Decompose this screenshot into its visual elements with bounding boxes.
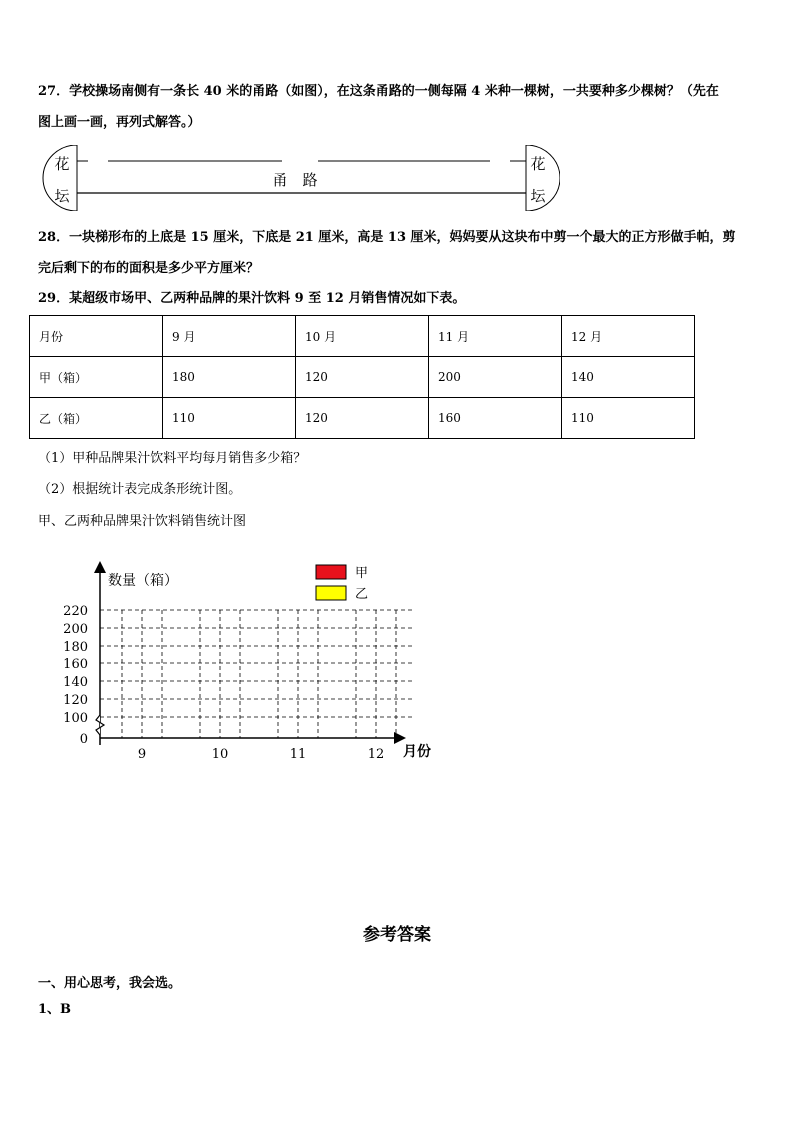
table-cell: 月份 xyxy=(30,316,163,357)
q27-text-line2: 图上画一画，再列式解答。） xyxy=(38,115,201,130)
table-cell: 10 月 xyxy=(296,316,429,357)
legend-label-yi: 乙 xyxy=(355,587,369,602)
y-axis-label: 数量（箱） xyxy=(108,573,178,589)
y-tick-label: 120 xyxy=(63,693,88,708)
table-cell: 140 xyxy=(562,357,695,398)
q29-intro: 29．某超级市场甲、乙两种品牌的果汁饮料 9 至 12 月销售情况如下表。 xyxy=(38,291,466,306)
y-tick-label: 160 xyxy=(63,657,88,672)
answer-1: 1、B xyxy=(38,1002,72,1017)
legend-label-jia: 甲 xyxy=(355,566,369,581)
q27-text-line1: 27．学校操场南侧有一条长 40 米的甬路（如图），在这条甬路的一侧每隔 4 米种一棵树，一共要种多少棵树？（先在 xyxy=(38,84,719,99)
sales-table xyxy=(29,315,695,439)
y-tick-label: 100 xyxy=(63,711,88,726)
x-tick-labels xyxy=(138,747,384,762)
left-bed-char-1: 花 xyxy=(54,155,70,173)
answers-section1: 一、用心思考，我会选。 xyxy=(38,976,182,991)
x-tick-label: 9 xyxy=(137,747,147,762)
road-label: 甬 路 xyxy=(272,171,318,189)
right-bed-char-1: 花 xyxy=(530,155,546,173)
table-cell: 12 月 xyxy=(562,316,695,357)
chart-caption: 甲、乙两种品牌果汁饮料销售统计图 xyxy=(38,514,247,529)
q28-text-line2: 完后剩下的布的面积是多少平方厘米？ xyxy=(38,261,260,276)
table-header-row xyxy=(30,316,695,357)
table-cell: 11 月 xyxy=(429,316,562,357)
x-tick-label: 10 xyxy=(211,747,229,762)
answers-title: 参考答案 xyxy=(363,925,431,945)
chart-grid xyxy=(100,610,415,738)
y-tick-label: 0 xyxy=(79,732,88,747)
table-cell: 110 xyxy=(163,398,296,439)
q28-text-line1: 28．一块梯形布的上底是 15 厘米，下底是 21 厘米，高是 13 厘米，妈妈要从这块布中剪一个最大的正方形做手帕，剪 xyxy=(38,230,736,245)
left-bed-char-2: 坛 xyxy=(54,187,70,205)
x-axis-label: 月份 xyxy=(403,744,431,760)
bar-chart xyxy=(60,555,460,775)
legend-swatch-jia xyxy=(316,565,346,579)
table-cell: 180 xyxy=(163,357,296,398)
y-tick-label: 180 xyxy=(63,640,88,655)
table-cell: 160 xyxy=(429,398,562,439)
x-tick-label: 12 xyxy=(367,747,385,762)
y-tick-label: 140 xyxy=(63,675,88,690)
y-tick-label: 220 xyxy=(63,604,88,619)
table-cell: 9 月 xyxy=(163,316,296,357)
road-figure xyxy=(40,145,560,211)
axis-break xyxy=(96,715,104,735)
table-cell: 甲（箱） xyxy=(30,357,163,398)
q29-sub2: （2）根据统计表完成条形统计图。 xyxy=(38,482,242,497)
table-cell: 120 xyxy=(296,398,429,439)
table-cell: 120 xyxy=(296,357,429,398)
table-cell: 110 xyxy=(562,398,695,439)
table-cell: 200 xyxy=(429,357,562,398)
table-row xyxy=(30,398,695,439)
table-cell: 乙（箱） xyxy=(30,398,163,439)
y-tick-labels xyxy=(63,604,88,747)
right-bed-char-2: 坛 xyxy=(530,187,546,205)
legend-swatch-yi xyxy=(316,586,346,600)
table-row xyxy=(30,357,695,398)
x-tick-label: 11 xyxy=(289,747,307,762)
y-tick-label: 200 xyxy=(63,622,88,637)
q29-sub1: （1）甲种品牌果汁饮料平均每月销售多少箱？ xyxy=(38,451,307,466)
